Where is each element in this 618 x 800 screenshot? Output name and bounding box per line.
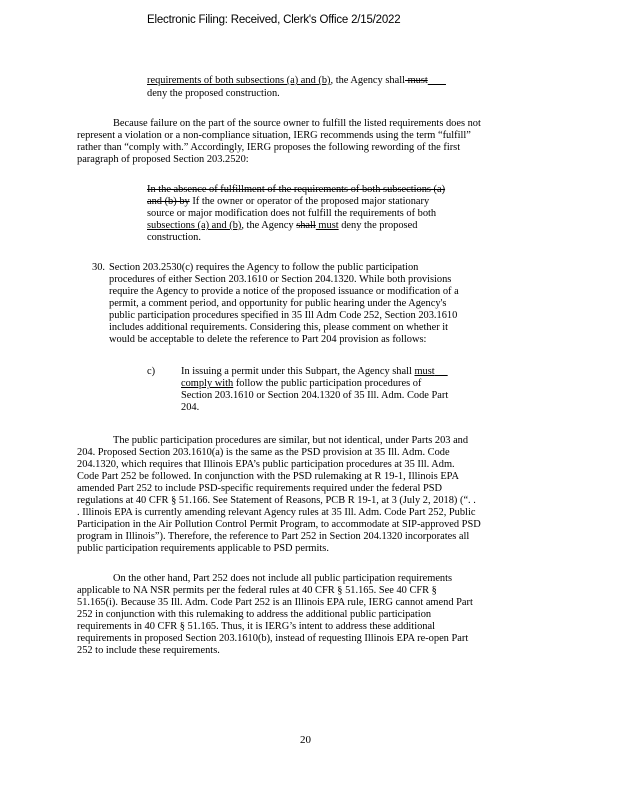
para2-line-2: 204. Proposed Section 203.1610(a) is the same as the PSD provision at 35 Ill. Adm. Code: [77, 447, 450, 458]
item30-number: 30.: [92, 262, 105, 273]
top-block-line-1: [147, 75, 446, 87]
underline-blank: [428, 75, 446, 86]
quote1-line-3: source or major modification does not fulfill the requirements of both: [147, 208, 437, 219]
para3-line-4: 252 in conjunction with this rulemaking to address the additional public participation: [77, 609, 432, 620]
top-block-line-2: deny the proposed construction.: [147, 88, 280, 99]
underlined-text: must: [315, 220, 339, 231]
quote1-line-2: [147, 196, 429, 208]
underline-blank: [435, 366, 448, 377]
para2-line-3: 204.1320, which requires that Illinois EPA’s public participation procedures at 35 Ill. Adm.: [77, 459, 455, 470]
quote2-line-3: Section 203.1610 or Section 204.1320 of 35 Ill. Adm. Code Part: [181, 390, 449, 401]
item30-line-7: would be acceptable to delete the reference to Part 204 provision as follows:: [109, 334, 427, 345]
para1-line-1: Because failure on the part of the source owner to fulfill the listed requirements does not: [113, 118, 481, 129]
para2-line-4: Code Part 252 be followed. In conjunction with the PSD rulemaking at R 19-1, Illinois EPA: [77, 471, 460, 482]
struck-text: and (b) by: [147, 196, 190, 207]
plain-text: If the owner or operator of the proposed major stationary: [189, 196, 430, 207]
filing-stamp: Electronic Filing: Received, Clerk's Office 2/15/2022: [147, 14, 401, 26]
page-number: 20: [300, 734, 311, 746]
para3-line-2: applicable to NA NSR permits per the federal rules at 40 CFR § 51.165. See 40 CFR §: [77, 585, 437, 596]
plain-text: , the Agency: [330, 75, 386, 86]
item30-line-1: Section 203.2530(c) requires the Agency to follow the public participation: [109, 262, 419, 273]
para2-line-6: regulations at 40 CFR § 51.166. See Statement of Reasons, PCB R 19-1, at 3 (July 2, 2018) (“. .: [77, 495, 476, 506]
para2-line-1: The public participation procedures are similar, but not identical, under Parts 203 and: [113, 435, 469, 446]
quote1-line-4: [147, 220, 417, 232]
underlined-text: requirements of both subsections (a) and (b): [147, 75, 331, 86]
quote2-label: c): [147, 366, 156, 377]
plain-text: In issuing a permit under this Subpart, the Agency shall: [181, 366, 415, 377]
para1-line-2: represent a violation or a non-compliance situation, IERG recommends using the term “fulfill”: [77, 130, 471, 141]
underlined-text: comply with: [181, 378, 234, 389]
item30-line-3: require the Agency to provide a notice of the proposed issuance or modification of a: [109, 286, 459, 297]
underlined-text: must: [414, 366, 435, 377]
plain-text: shall: [385, 75, 405, 86]
item30-line-4: permit, a comment period, and opportunity for public hearing under the Agency's: [109, 298, 447, 309]
para1-line-4: paragraph of proposed Section 203.2520:: [77, 154, 249, 165]
para3-line-5: requirements in 40 CFR § 51.165. Thus, it is IERG’s intent to address these additional: [77, 621, 435, 632]
quote2-line-1: [181, 366, 448, 378]
para2-line-8: Participation in the Air Pollution Control Permit Program, to accommodate at SIP-approved PSD: [77, 519, 481, 530]
struck-text: must: [404, 75, 428, 86]
underlined-text: subsections (a) and (b): [147, 220, 242, 231]
para2-line-9: program in Illinois”). Therefore, the reference to Part 252 in Section 204.1320 incorporates all: [77, 531, 470, 542]
quote2-line-4: 204.: [181, 402, 200, 413]
plain-text: follow the public participation procedures of: [233, 378, 422, 389]
plain-text: , the Agency: [241, 220, 297, 231]
item30-line-6: includes additional requirements. Considering this, please comment on whether it: [109, 322, 449, 333]
item30-line-5: public participation procedures specified in 35 Ill Adm Code 252, Section 203.1610: [109, 310, 458, 321]
quote1-line-1: In the absence of fulfillment of the requirements of both subsections (a): [147, 184, 446, 195]
para3-line-7: 252 to include these requirements.: [77, 645, 220, 656]
para2-line-10: public participation requirements applicable to PSD permits.: [77, 543, 329, 554]
para3-line-6: requirements in proposed Section 203.1610(b), instead of requesting Illinois EPA re-open Part: [77, 633, 469, 644]
quote1-line-5: construction.: [147, 232, 201, 243]
para2-line-7: . Illinois EPA is currently amending relevant Agency rules at 35 Ill. Adm. Code Part 252, Public: [77, 507, 476, 518]
quote2-line-2: [181, 378, 421, 390]
para1-line-3: rather than “comply with.” Accordingly, IERG proposes the following rewording of the first: [77, 142, 461, 153]
para3-line-3: 51.165(i). Because 35 Ill. Adm. Code Part 252 is an Illinois EPA rule, IERG cannot amend Part: [77, 597, 473, 608]
para2-line-5: amended Part 252 to include PSD-specific requirements required under the federal PSD: [77, 483, 443, 494]
item30-line-2: procedures of either Section 203.1610 or Section 204.1320. While both provisions: [109, 274, 452, 285]
para3-line-1: On the other hand, Part 252 does not include all public participation requirements: [113, 573, 453, 584]
struck-text: shall: [296, 220, 316, 231]
plain-text: deny the proposed: [338, 220, 418, 231]
